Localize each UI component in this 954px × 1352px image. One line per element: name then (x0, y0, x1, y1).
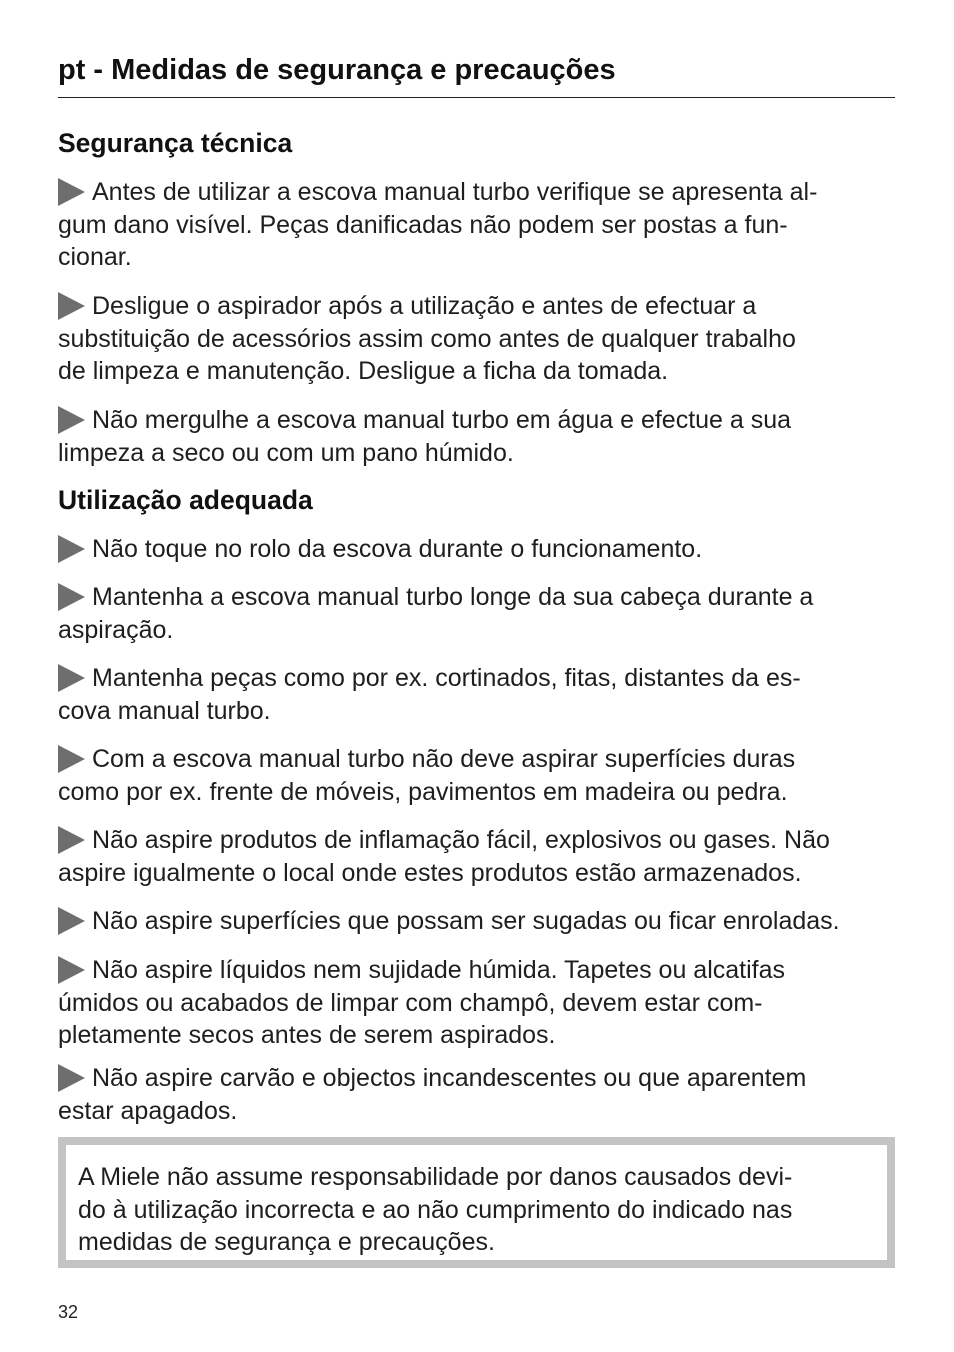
list-item (58, 176, 895, 274)
list-item-text: Mantenha peças como por ex. cortinados, fitas, distantes da es- cova manual turbo. (58, 664, 801, 725)
list-item-text: Com a escova manual turbo não deve aspirar superfícies duras como por ex. frente de móveis, pavimentos em madeira ou pedra. (58, 745, 796, 806)
bullet-triangle-icon (58, 535, 85, 563)
section-heading-proper-use: Utilização adequada (58, 485, 313, 515)
list-item (58, 1062, 895, 1127)
list-item (58, 290, 895, 388)
bullet-triangle-icon (58, 178, 85, 206)
bullet-triangle-icon (58, 664, 85, 692)
list-item (58, 743, 895, 808)
bullet-triangle-icon (58, 583, 85, 611)
bullet-triangle-icon (58, 907, 85, 935)
list-item-text: Não aspire produtos de inflamação fácil, explosivos ou gases. Não aspire igualmente o local onde estes produtos estão armazenados. (58, 826, 830, 887)
list-item-text: Não aspire superfícies que possam ser sugadas ou ficar enroladas. (92, 907, 840, 935)
list-item-text: Não aspire carvão e objectos incandescentes ou que aparentem estar apagados. (58, 1064, 807, 1125)
list-item-text: Mantenha a escova manual turbo longe da sua cabeça durante a aspiração. (58, 583, 814, 644)
list-item (58, 662, 895, 727)
bullet-triangle-icon (58, 956, 85, 984)
list-item (58, 905, 895, 938)
list-item (58, 824, 895, 889)
list-item-text: Antes de utilizar a escova manual turbo verifique se apresenta al- gum dano visível. Peças danificadas não podem ser postas a fun- cionar. (58, 178, 818, 272)
list-item-text: Não mergulhe a escova manual turbo em água e efectue a sua limpeza a seco ou com um pano húmido. (58, 406, 792, 467)
liability-notice-box (58, 1137, 895, 1268)
bullet-triangle-icon (58, 1064, 85, 1092)
bullet-triangle-icon (58, 826, 85, 854)
page-number: 32 (58, 1302, 79, 1322)
bullet-triangle-icon (58, 292, 85, 320)
list-item-text: Não aspire líquidos nem sujidade húmida. Tapetes ou alcatifas úmidos ou acabados de limpar com champô, devem estar com- pletamente secos antes de serem aspirados. (58, 956, 786, 1050)
list-item-text: Desligue o aspirador após a utilização e antes de efectuar a substituição de acessórios assim como antes de qualquer trabalho de limpeza e manutenção. Desligue a ficha da tomada. (58, 292, 796, 386)
list-item (58, 533, 895, 566)
page-title: pt - Medidas de segurança e precauções (58, 54, 616, 86)
list-item-text: Não toque no rolo da escova durante o funcionamento. (92, 535, 703, 563)
bullet-triangle-icon (58, 745, 85, 773)
section-heading-technical-safety: Segurança técnica (58, 128, 293, 158)
liability-notice-text: A Miele não assume responsabilidade por danos causados devi- do à utilização incorrecta e ao não cumprimento do indicado nas medidas de segurança e precauções. (78, 1163, 793, 1257)
list-item (58, 404, 895, 469)
bullet-triangle-icon (58, 406, 85, 434)
title-divider (58, 97, 895, 98)
list-item (58, 954, 895, 1052)
list-item (58, 581, 895, 646)
